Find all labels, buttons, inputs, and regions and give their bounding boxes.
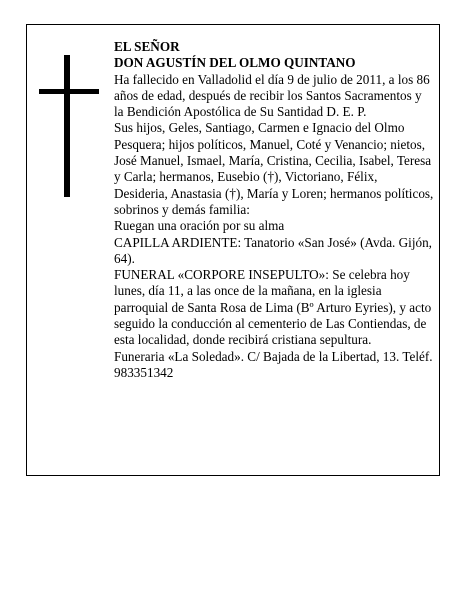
deceased-name: DON AGUSTÍN DEL OLMO QUINTANO xyxy=(114,55,356,71)
family-list: Sus hijos, Geles, Santiago, Carmen e Ignacio del Olmo Pesquera; hijos políticos, Manuel, Coté y Venancio; nietos, José Manuel, Ismael, María, Cristina, Cecilia, Isabel, Teresa y Carla; hermanos, Eusebio (†), Victoriano, Félix, Desideria, Anastasia (†), María y Loren; hermanos políticos, sobrinos y demás familia: xyxy=(114,120,434,217)
chapel-info: CAPILLA ARDIENTE: Tanatorio «San José» (Avda. Gijón, 64). xyxy=(114,234,432,266)
cross-icon xyxy=(39,55,99,197)
cross-horizontal-bar xyxy=(39,89,99,94)
obituary-notice xyxy=(26,24,440,476)
funeral-home-info: Funeraria «La Soledad». C/ Bajada de la Libertad, 13. Teléf. 983351342 xyxy=(114,348,433,380)
death-announcement: Ha fallecido en Valladolid el día 9 de julio de 2011, a los 86 años de edad, después de recibir los Santos Sacramentos y la Bendición Apostólica de Su Santidad D. E. P. xyxy=(114,71,430,120)
cross-vertical-bar xyxy=(64,55,70,197)
notice-text xyxy=(114,39,434,381)
funeral-info: FUNERAL «CORPORE INSEPULTO»: Se celebra hoy lunes, día 11, a las once de la mañana, en la iglesia parroquial de Santa Rosa de Lima (Bº Arturo Eyries), y acto seguido la conducción al cementerio de Las Contiendas, de esta localidad, donde recibirá cristiana sepultura. xyxy=(114,267,432,348)
notice-heading: EL SEÑOR xyxy=(114,39,180,54)
prayer-request: Ruegan una oración por su alma xyxy=(114,218,285,234)
